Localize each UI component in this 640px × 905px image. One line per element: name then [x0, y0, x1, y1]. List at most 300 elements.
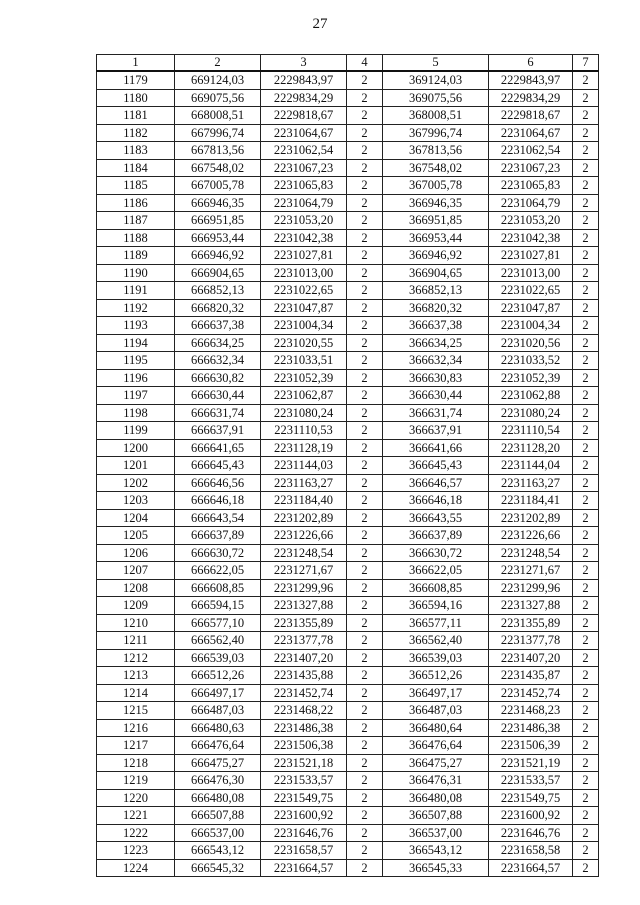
- table-cell: 2: [347, 509, 383, 527]
- table-cell: 2231248,54: [261, 544, 347, 562]
- table-cell: 366594,16: [383, 597, 489, 615]
- table-cell: 2231004,34: [489, 317, 573, 335]
- table-row: [97, 124, 599, 142]
- table-row: [97, 789, 599, 807]
- table-cell: 2: [347, 422, 383, 440]
- table-cell: 366497,17: [383, 684, 489, 702]
- table-cell: 2: [573, 457, 599, 475]
- table-cell: 367813,56: [383, 142, 489, 160]
- table-cell: 2: [573, 282, 599, 300]
- table-cell: 2231080,24: [261, 404, 347, 422]
- table-cell: 2231027,81: [261, 247, 347, 265]
- table-cell: 1197: [97, 387, 175, 405]
- table-cell: 1218: [97, 754, 175, 772]
- table-cell: 2231202,89: [261, 509, 347, 527]
- table-cell: 1215: [97, 702, 175, 720]
- table-row: [97, 387, 599, 405]
- table-cell: 667996,74: [175, 124, 261, 142]
- table-row: [97, 247, 599, 265]
- table-cell: 2: [573, 649, 599, 667]
- table-cell: 2231020,55: [261, 334, 347, 352]
- table-cell: 2231533,57: [261, 772, 347, 790]
- table-cell: 2: [347, 124, 383, 142]
- table-cell: 666537,00: [175, 824, 261, 842]
- table-cell: 2: [573, 159, 599, 177]
- table-cell: 2231184,40: [261, 492, 347, 510]
- table-row: [97, 264, 599, 282]
- table-cell: 666507,88: [175, 807, 261, 825]
- table-cell: 2231521,19: [489, 754, 573, 772]
- table-row: [97, 404, 599, 422]
- table-cell: 2231600,92: [261, 807, 347, 825]
- table-cell: 2: [347, 317, 383, 335]
- table-cell: 1201: [97, 457, 175, 475]
- table-cell: 2229834,29: [489, 89, 573, 107]
- table-cell: 366545,33: [383, 859, 489, 877]
- table-cell: 366630,44: [383, 387, 489, 405]
- table-cell: 366946,35: [383, 194, 489, 212]
- table-cell: 2231271,67: [489, 562, 573, 580]
- page-number: 27: [312, 16, 328, 32]
- table-row: [97, 142, 599, 160]
- table-row: [97, 212, 599, 230]
- table-cell: 366507,88: [383, 807, 489, 825]
- table-cell: 2231013,00: [489, 264, 573, 282]
- table-row: [97, 229, 599, 247]
- table-row: [97, 352, 599, 370]
- table-cell: 2: [573, 264, 599, 282]
- table-cell: 2: [347, 71, 383, 89]
- table-row: [97, 334, 599, 352]
- table-row: [97, 317, 599, 335]
- table-cell: 1217: [97, 737, 175, 755]
- table-row: [97, 719, 599, 737]
- column-header: 1: [97, 55, 175, 72]
- table-cell: 666820,32: [175, 299, 261, 317]
- table-cell: 366630,72: [383, 544, 489, 562]
- table-cell: 667548,02: [175, 159, 261, 177]
- table-cell: 366622,05: [383, 562, 489, 580]
- table-cell: 1187: [97, 212, 175, 230]
- table-cell: 1206: [97, 544, 175, 562]
- table-row: [97, 177, 599, 195]
- table-cell: 2231065,83: [489, 177, 573, 195]
- table-cell: 2231110,53: [261, 422, 347, 440]
- table-cell: 2: [573, 842, 599, 860]
- table-cell: 366476,64: [383, 737, 489, 755]
- table-cell: 2231052,39: [261, 369, 347, 387]
- table-cell: 2: [573, 772, 599, 790]
- table-cell: 2231549,75: [489, 789, 573, 807]
- table-cell: 1223: [97, 842, 175, 860]
- table-row: [97, 194, 599, 212]
- table-row: [97, 299, 599, 317]
- table-cell: 2: [573, 212, 599, 230]
- table-cell: 2231033,52: [489, 352, 573, 370]
- table-cell: 2: [347, 299, 383, 317]
- table-cell: 2229818,67: [261, 107, 347, 125]
- table-cell: 666630,44: [175, 387, 261, 405]
- table-cell: 666476,64: [175, 737, 261, 755]
- table-cell: 2231144,04: [489, 457, 573, 475]
- table-cell: 366631,74: [383, 404, 489, 422]
- table-cell: 366637,38: [383, 317, 489, 335]
- table-cell: 366537,00: [383, 824, 489, 842]
- table-cell: 366512,26: [383, 667, 489, 685]
- table-cell: 1189: [97, 247, 175, 265]
- table-cell: 2: [347, 194, 383, 212]
- table-cell: 366820,32: [383, 299, 489, 317]
- table-cell: 2231299,96: [489, 579, 573, 597]
- table-cell: 2: [573, 229, 599, 247]
- table-cell: 1183: [97, 142, 175, 160]
- table-cell: 666646,18: [175, 492, 261, 510]
- table-cell: 2231407,20: [489, 649, 573, 667]
- table-cell: 666946,35: [175, 194, 261, 212]
- table-cell: 2: [573, 177, 599, 195]
- table-cell: 2: [573, 509, 599, 527]
- table-cell: 2231163,27: [261, 474, 347, 492]
- table-cell: 2231052,39: [489, 369, 573, 387]
- table-cell: 2: [573, 334, 599, 352]
- table-cell: 2: [573, 702, 599, 720]
- table-row: [97, 632, 599, 650]
- table-cell: 369124,03: [383, 71, 489, 89]
- table-cell: 2: [347, 177, 383, 195]
- table-cell: 1196: [97, 369, 175, 387]
- table-cell: 669075,56: [175, 89, 261, 107]
- table-cell: 2231486,38: [261, 719, 347, 737]
- table-cell: 666646,56: [175, 474, 261, 492]
- table-cell: 2231064,79: [261, 194, 347, 212]
- table-cell: 2: [573, 194, 599, 212]
- table-row: [97, 527, 599, 545]
- table-cell: 1224: [97, 859, 175, 877]
- table-row: [97, 474, 599, 492]
- table-cell: 1219: [97, 772, 175, 790]
- table-cell: 366543,12: [383, 842, 489, 860]
- table-cell: 2231047,87: [261, 299, 347, 317]
- table-cell: 2231521,18: [261, 754, 347, 772]
- table-cell: 367996,74: [383, 124, 489, 142]
- table-cell: 2231377,78: [261, 632, 347, 650]
- table-cell: 666487,03: [175, 702, 261, 720]
- table-cell: 2231022,65: [489, 282, 573, 300]
- table-cell: 1204: [97, 509, 175, 527]
- table-cell: 2: [347, 789, 383, 807]
- table-cell: 2: [573, 544, 599, 562]
- table-row: [97, 492, 599, 510]
- table-cell: 1186: [97, 194, 175, 212]
- table-cell: 2: [347, 614, 383, 632]
- table-cell: 666543,12: [175, 842, 261, 860]
- table-cell: 666643,54: [175, 509, 261, 527]
- table-cell: 2231226,66: [489, 527, 573, 545]
- table-cell: 1192: [97, 299, 175, 317]
- table-row: [97, 614, 599, 632]
- table-cell: 369075,56: [383, 89, 489, 107]
- table-cell: 2: [347, 264, 383, 282]
- table-row: [97, 369, 599, 387]
- table-cell: 2: [347, 754, 383, 772]
- table-cell: 2: [573, 737, 599, 755]
- table-cell: 2231022,65: [261, 282, 347, 300]
- table-cell: 1205: [97, 527, 175, 545]
- table-cell: 2231452,74: [261, 684, 347, 702]
- table-cell: 1193: [97, 317, 175, 335]
- table-cell: 1180: [97, 89, 175, 107]
- table-cell: 1202: [97, 474, 175, 492]
- table-cell: 366646,57: [383, 474, 489, 492]
- table-cell: 2231226,66: [261, 527, 347, 545]
- table-cell: 2: [573, 859, 599, 877]
- table-cell: 2231062,87: [261, 387, 347, 405]
- table-cell: 2231506,38: [261, 737, 347, 755]
- table-cell: 366632,34: [383, 352, 489, 370]
- table-cell: 1220: [97, 789, 175, 807]
- table-cell: 1199: [97, 422, 175, 440]
- table-cell: 2: [573, 317, 599, 335]
- table-cell: 1191: [97, 282, 175, 300]
- table-cell: 667005,78: [175, 177, 261, 195]
- table-row: [97, 562, 599, 580]
- table-cell: 2: [573, 124, 599, 142]
- table-cell: 2231062,54: [261, 142, 347, 160]
- table-row: [97, 824, 599, 842]
- table-cell: 2231355,89: [261, 614, 347, 632]
- table-cell: 2: [347, 842, 383, 860]
- table-cell: 1214: [97, 684, 175, 702]
- table-cell: 366637,89: [383, 527, 489, 545]
- table-cell: 366487,03: [383, 702, 489, 720]
- table-cell: 366634,25: [383, 334, 489, 352]
- table-cell: 666608,85: [175, 579, 261, 597]
- table-cell: 666946,92: [175, 247, 261, 265]
- table-cell: 2229818,67: [489, 107, 573, 125]
- table-cell: 2231355,89: [489, 614, 573, 632]
- table-cell: 1190: [97, 264, 175, 282]
- table-cell: 1194: [97, 334, 175, 352]
- table-cell: 2231062,54: [489, 142, 573, 160]
- table-cell: 2229834,29: [261, 89, 347, 107]
- table-row: [97, 649, 599, 667]
- table-cell: 366475,27: [383, 754, 489, 772]
- table-cell: 2229843,97: [489, 71, 573, 89]
- table-cell: 2231067,23: [489, 159, 573, 177]
- table-cell: 2: [347, 369, 383, 387]
- table-cell: 2: [573, 71, 599, 89]
- table-cell: 2231299,96: [261, 579, 347, 597]
- table-cell: 2: [573, 824, 599, 842]
- table-cell: 366643,55: [383, 509, 489, 527]
- table-row: [97, 597, 599, 615]
- table-row: [97, 702, 599, 720]
- table-cell: 666637,91: [175, 422, 261, 440]
- table-cell: 2: [573, 404, 599, 422]
- table-cell: 1212: [97, 649, 175, 667]
- table-cell: 666630,82: [175, 369, 261, 387]
- table-cell: 2: [573, 807, 599, 825]
- column-header: 7: [573, 55, 599, 72]
- table-cell: 666631,74: [175, 404, 261, 422]
- table-cell: 2231128,20: [489, 439, 573, 457]
- table-cell: 2: [347, 439, 383, 457]
- table-cell: 2231144,03: [261, 457, 347, 475]
- table-cell: 666594,15: [175, 597, 261, 615]
- table-cell: 2: [347, 492, 383, 510]
- table-cell: 2231327,88: [489, 597, 573, 615]
- table-cell: 2: [347, 282, 383, 300]
- table-cell: 2: [573, 667, 599, 685]
- coordinates-table: [96, 54, 599, 877]
- table-cell: 666497,17: [175, 684, 261, 702]
- table-cell: 668008,51: [175, 107, 261, 125]
- table-row: [97, 737, 599, 755]
- table-cell: 1208: [97, 579, 175, 597]
- table-cell: 2231327,88: [261, 597, 347, 615]
- table-cell: 1181: [97, 107, 175, 125]
- table-cell: 2: [573, 107, 599, 125]
- table-cell: 2: [347, 544, 383, 562]
- table-row: [97, 457, 599, 475]
- table-cell: 366946,92: [383, 247, 489, 265]
- table-cell: 2: [573, 387, 599, 405]
- table-cell: 2: [347, 684, 383, 702]
- column-header: 3: [261, 55, 347, 72]
- table-cell: 666904,65: [175, 264, 261, 282]
- table-cell: 366641,66: [383, 439, 489, 457]
- table-cell: 366577,11: [383, 614, 489, 632]
- table-cell: 2: [573, 632, 599, 650]
- table-cell: 2: [347, 632, 383, 650]
- table-cell: 366476,31: [383, 772, 489, 790]
- table-cell: 2: [347, 859, 383, 877]
- table-cell: 666577,10: [175, 614, 261, 632]
- table-cell: 666480,63: [175, 719, 261, 737]
- table-cell: 2231549,75: [261, 789, 347, 807]
- table-cell: 1222: [97, 824, 175, 842]
- table-header-row: [97, 55, 599, 72]
- table-cell: 2: [573, 299, 599, 317]
- table-cell: 2: [573, 422, 599, 440]
- table-cell: 1195: [97, 352, 175, 370]
- table-row: [97, 754, 599, 772]
- table-row: [97, 422, 599, 440]
- table-cell: 2: [347, 474, 383, 492]
- table-cell: 2: [347, 824, 383, 842]
- table-cell: 2229843,97: [261, 71, 347, 89]
- table-cell: 2231053,20: [261, 212, 347, 230]
- table-cell: 2231435,88: [261, 667, 347, 685]
- table-cell: 666641,65: [175, 439, 261, 457]
- table-cell: 666645,43: [175, 457, 261, 475]
- table-cell: 366904,65: [383, 264, 489, 282]
- table-cell: 2231047,87: [489, 299, 573, 317]
- column-header: 4: [347, 55, 383, 72]
- table-cell: 2231600,92: [489, 807, 573, 825]
- table-row: [97, 107, 599, 125]
- table-cell: 366562,40: [383, 632, 489, 650]
- table-cell: 2: [573, 597, 599, 615]
- table-cell: 2231658,57: [261, 842, 347, 860]
- table-row: [97, 282, 599, 300]
- table-cell: 2: [573, 142, 599, 160]
- table-cell: 2: [573, 492, 599, 510]
- table-cell: 666630,72: [175, 544, 261, 562]
- table-cell: 1213: [97, 667, 175, 685]
- table-cell: 2231042,38: [489, 229, 573, 247]
- table-row: [97, 544, 599, 562]
- table-cell: 2: [347, 387, 383, 405]
- table-row: [97, 159, 599, 177]
- table-cell: 666539,03: [175, 649, 261, 667]
- table-cell: 2231064,67: [489, 124, 573, 142]
- table-cell: 2231067,23: [261, 159, 347, 177]
- table-cell: 2231020,56: [489, 334, 573, 352]
- table-cell: 2231080,24: [489, 404, 573, 422]
- table-cell: 666953,44: [175, 229, 261, 247]
- table-cell: 367005,78: [383, 177, 489, 195]
- table-cell: 666637,38: [175, 317, 261, 335]
- table-row: [97, 89, 599, 107]
- table-cell: 2: [573, 789, 599, 807]
- table-cell: 366608,85: [383, 579, 489, 597]
- table-cell: 367548,02: [383, 159, 489, 177]
- table-cell: 1207: [97, 562, 175, 580]
- table-cell: 2: [347, 247, 383, 265]
- table-cell: 2: [347, 597, 383, 615]
- table-cell: 2231128,19: [261, 439, 347, 457]
- table-cell: 2231377,78: [489, 632, 573, 650]
- table-cell: 366637,91: [383, 422, 489, 440]
- table-row: [97, 509, 599, 527]
- table-cell: 2: [347, 457, 383, 475]
- table-cell: 2: [347, 334, 383, 352]
- table-cell: 2: [347, 142, 383, 160]
- table-cell: 666632,34: [175, 352, 261, 370]
- table-cell: 2231271,67: [261, 562, 347, 580]
- table-cell: 366539,03: [383, 649, 489, 667]
- table-cell: 2: [347, 772, 383, 790]
- table-cell: 2231053,20: [489, 212, 573, 230]
- table-cell: 2: [573, 247, 599, 265]
- table-cell: 2231435,87: [489, 667, 573, 685]
- table-cell: 2: [573, 614, 599, 632]
- table-cell: 2: [573, 719, 599, 737]
- table-cell: 666475,27: [175, 754, 261, 772]
- table-cell: 2: [347, 159, 383, 177]
- table-cell: 666951,85: [175, 212, 261, 230]
- column-header: 2: [175, 55, 261, 72]
- table-cell: 2: [573, 474, 599, 492]
- table-cell: 1185: [97, 177, 175, 195]
- table-cell: 2231064,79: [489, 194, 573, 212]
- table-cell: 666476,30: [175, 772, 261, 790]
- table-cell: 1198: [97, 404, 175, 422]
- table-cell: 666512,26: [175, 667, 261, 685]
- table-body: [97, 71, 599, 877]
- table-cell: 667813,56: [175, 142, 261, 160]
- table-cell: 2: [347, 807, 383, 825]
- table-cell: 366852,13: [383, 282, 489, 300]
- table-cell: 2: [347, 89, 383, 107]
- table-cell: 666634,25: [175, 334, 261, 352]
- table-cell: 2231468,22: [261, 702, 347, 720]
- table-cell: 366480,64: [383, 719, 489, 737]
- table-cell: 2: [347, 702, 383, 720]
- table-cell: 2231013,00: [261, 264, 347, 282]
- table-cell: 2: [573, 369, 599, 387]
